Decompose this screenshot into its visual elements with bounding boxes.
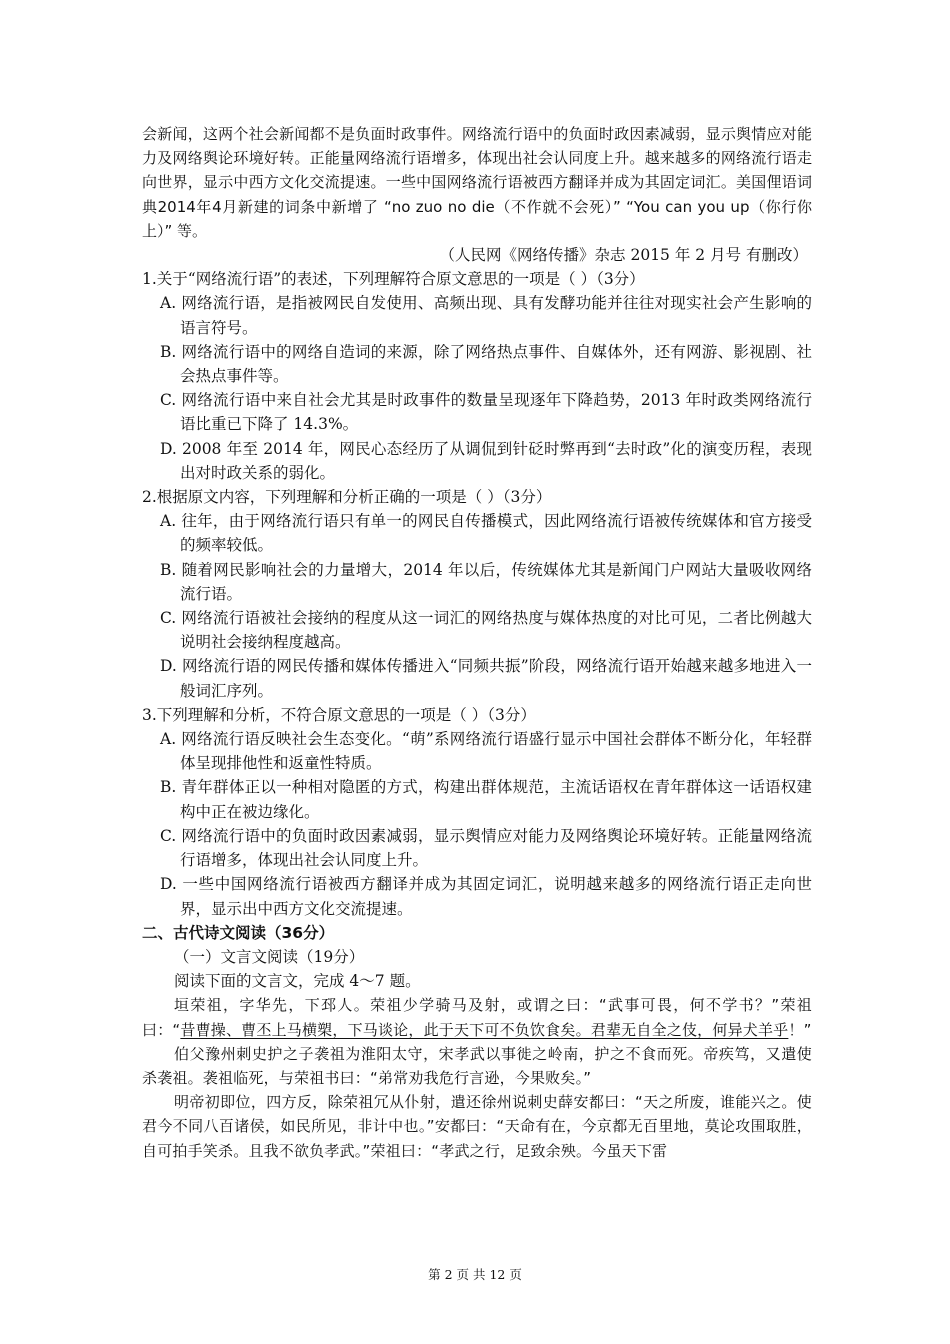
classical-paragraph-2: 伯父豫州刺史护之子袭祖为淮阳太守，宋孝武以事徙之岭南，护之不食而死。帝疾笃，又遣使杀袭祖。袭祖临死，与荣祖书曰：“弟常劝我危行言逊，今果败矣。” bbox=[142, 1044, 812, 1087]
question-2 bbox=[142, 485, 812, 703]
subsection-title: （一）文言文阅读（19分） bbox=[174, 947, 365, 966]
question-stem: 3.下列理解和分析，不符合原文意思的一项是（ ）（3分） bbox=[142, 705, 536, 724]
question-1 bbox=[142, 267, 812, 485]
option-c: C. 网络流行语被社会接纳的程度从这一词汇的网络热度与媒体热度的对比可见，二者比例越大说明社会接纳程度越高。 bbox=[160, 609, 812, 652]
option-d: D. 一些中国网络流行语被西方翻译并成为其固定词汇，说明越来越多的网络流行语正走向世界，显示出中西方文化交流提速。 bbox=[160, 875, 812, 918]
option-c: C. 网络流行语中的负面时政因素减弱，显示舆情应对能力及网络舆论环境好转。正能量网络流行语增多，体现出社会认同度上升。 bbox=[160, 826, 812, 870]
option-d: D. 2008 年至 2014 年，网民心态经历了从调侃到针砭时弊再到“去时政”化的演变历程，表现出对时政关系的弱化。 bbox=[160, 439, 812, 482]
option-a: A. 往年，由于网络流行语只有单一的网民自传播模式，因此网络流行语被传统媒体和官方接受的频率较低。 bbox=[160, 512, 812, 555]
classical-paragraph-1 bbox=[142, 993, 812, 1041]
section-title: 二、古代诗文阅读（36分） bbox=[142, 923, 335, 942]
option-b: B. 网络流行语中的网络自造词的来源，除了网络热点事件、自媒体外，还有网游、影视剧、社会热点事件等。 bbox=[160, 342, 812, 386]
option-b: B. 青年群体正以一种相对隐匿的方式，构建出群体规范，主流话语权在青年群体这一话语权建构中正在被边缘化。 bbox=[160, 778, 812, 821]
page-footer: 第 2 页 共 12 页 bbox=[428, 1267, 522, 1282]
classical-paragraph-3: 明帝初即位，四方反，除荣祖冗从仆射，遣还徐州说刺史薛安都曰：“天之所废，谁能兴之。使君今不同八百诸侯，如民所见，非计中也。”安都曰：“天命有在，今京都无百里地，莫论攻围取胜，自可拍手笑杀。且我不欲负孝武。”荣祖曰：“孝武之行，足致余殃。今虽天下雷 bbox=[142, 1093, 812, 1160]
option-b: B. 随着网民影响社会的力量增大，2014 年以后，传统媒体尤其是新闻门户网站大量吸收网络流行语。 bbox=[160, 560, 812, 603]
question-stem: 2.根据原文内容，下列理解和分析正确的一项是（ ）（3分） bbox=[142, 488, 552, 507]
option-a: A. 网络流行语反映社会生态变化。“萌”系网络流行语盛行显示中国社会群体不断分化，年轻群体呈现排他性和返童性特质。 bbox=[160, 730, 812, 773]
option-c: C. 网络流行语中来自社会尤其是时政事件的数量呈现逐年下降趋势，2013 年时政类网络流行语比重已下降了 14.3%。 bbox=[160, 391, 812, 434]
p1-underlined-sentence: 昔曹操、曹丕上马横槊，下马谈论，此于天下可不负饮食矣。君辈无自全之伎，何异犬羊乎 bbox=[180, 1020, 789, 1039]
passage-continued-text: 会新闻，这两个社会新闻都不是负面时政事件。网络流行语中的负面时政因素减弱，显示舆情应对能力及网络舆论环境好转。正能量网络流行语增多，体现出社会认同度上升。越来越多的网络流行语走向世界，显示中西方文化交流提速。一些中国网络流行语被西方翻译并成为其固定词汇。美国俚语词典2014年4月新建的词条中新增了 “no zuo no die（不作就不会死）” “You can you up（你行你上）” 等。 bbox=[142, 125, 812, 240]
p1-after: ！” bbox=[788, 1020, 812, 1039]
option-d: D. 网络流行语的网民传播和媒体传播进入“同频共振”阶段，网络流行语开始越来越多地进入一般词汇序列。 bbox=[160, 657, 812, 700]
question-3 bbox=[142, 703, 812, 921]
passage-source: （人民网《网络传播》杂志 2015 年 2 月号 有删改） bbox=[439, 246, 808, 265]
page-content bbox=[142, 122, 812, 1163]
question-stem: 1.关于“网络流行语”的表述，下列理解符合原文意思的一项是（ ）（3分） bbox=[142, 270, 645, 289]
option-a: A. 网络流行语，是指被网民自发使用、高频出现、具有发酵功能并往往对现实社会产生影响的语言符号。 bbox=[160, 294, 812, 337]
reading-instruction: 阅读下面的文言文，完成 4～7 题。 bbox=[174, 972, 421, 991]
p1-before: 垣荣祖，字华先，下邳人。荣祖少学骑马及射，或谓之曰：“武事可畏，何不学书？”荣祖曰：“ bbox=[142, 996, 812, 1039]
